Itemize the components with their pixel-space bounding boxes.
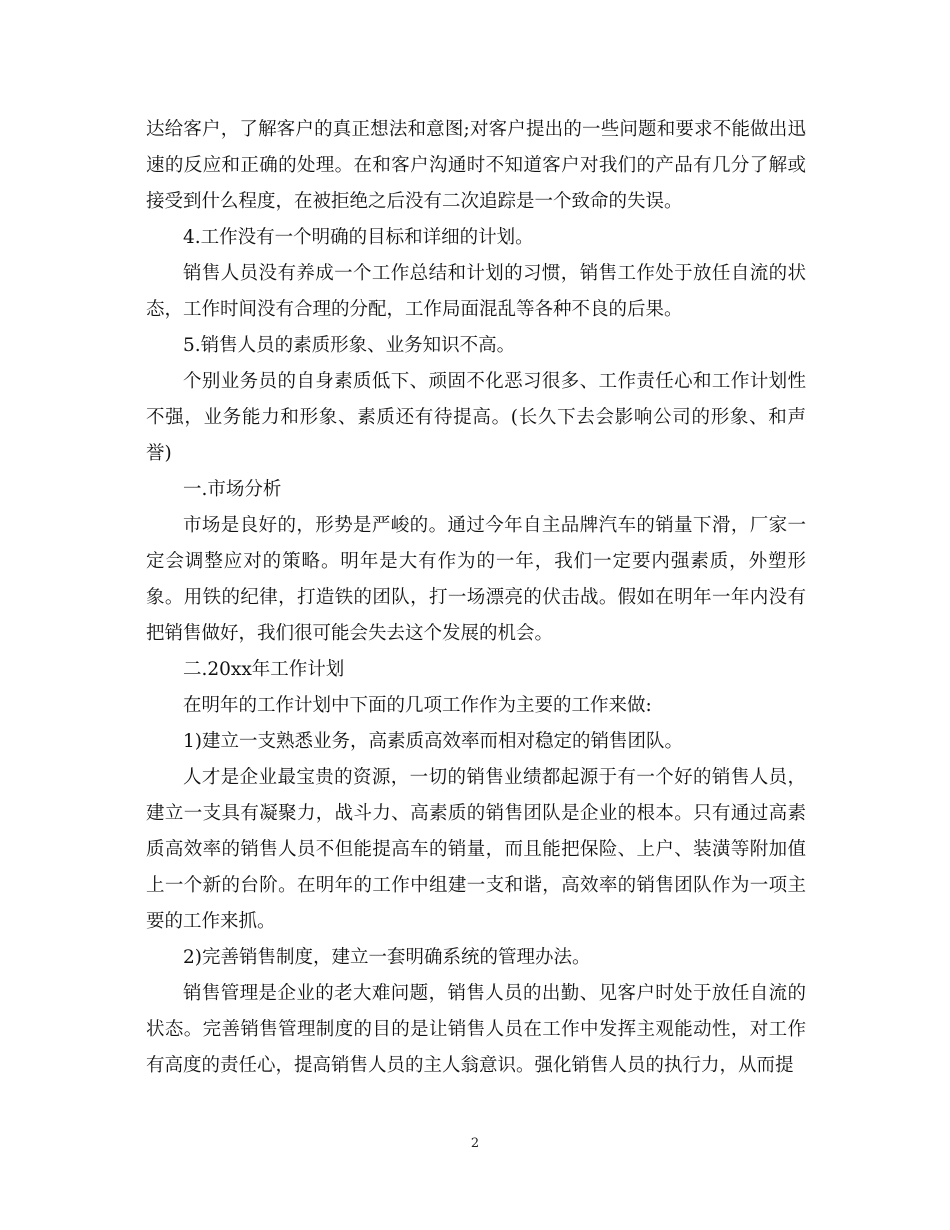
paragraph: 销售管理是企业的老大难问题，销售人员的出勤、见客户时处于放任自流的状态。完善销售管理制度的目的是让销售人员在工作中发挥主观能动性，对工作有高度的责任心，提高销售人员的主人翁意识。强化销售人员的执行力，从而提 [146,983,806,1076]
heading-item-5: 5.销售人员的素质形象、业务知识不高。 [183,335,516,356]
paragraph: 销售人员没有养成一个工作总结和计划的习惯，销售工作处于放任自流的状态，工作时间没有合理的分配，工作局面混乱等各种不良的后果。 [146,263,806,320]
sub-heading-2: 2)完善销售制度，建立一套明确系统的管理办法。 [183,947,591,968]
sub-heading-1: 1)建立一支熟悉业务，高素质高效率而相对稳定的销售团队。 [183,731,683,752]
document-body [146,112,806,1084]
paragraph: 在明年的工作计划中下面的几项工作作为主要的工作来做: [183,695,652,716]
heading-item-4: 4.工作没有一个明确的目标和详细的计划。 [183,227,534,248]
paragraph: 人才是企业最宝贵的资源，一切的销售业绩都起源于有一个好的销售人员，建立一支具有凝聚力，战斗力、高素质的销售团队是企业的根本。只有通过高素质高效率的销售人员不但能提高车的销量，而且能把保险、上户、装潢等附加值上一个新的台阶。在明年的工作中组建一支和谐，高效率的销售团队作为一项主要的工作来抓。 [146,767,806,932]
paragraph: 市场是良好的，形势是严峻的。通过今年自主品牌汽车的销量下滑，厂家一定会调整应对的策略。明年是大有作为的一年，我们一定要内强素质，外塑形象。用铁的纪律，打造铁的团队，打一场漂亮的伏击战。假如在明年一年内没有把销售做好，我们很可能会失去这个发展的机会。 [146,515,806,644]
paragraph: 个别业务员的自身素质低下、顽固不化恶习很多、工作责任心和工作计划性不强，业务能力和形象、素质还有待提高。(长久下去会影响公司的形象、和声誉) [146,371,806,464]
paragraph-continuation: 达给客户，了解客户的真正想法和意图;对客户提出的一些问题和要求不能做出迅速的反应和正确的处理。在和客户沟通时不知道客户对我们的产品有几分了解或接受到什么程度，在被拒绝之后没有二次追踪是一个致命的失误。 [146,119,806,212]
page-number: 2 [470,1136,480,1151]
section-heading-market-analysis: 一.市场分析 [183,479,282,500]
section-heading-work-plan: 二.20xx年工作计划 [183,659,345,680]
